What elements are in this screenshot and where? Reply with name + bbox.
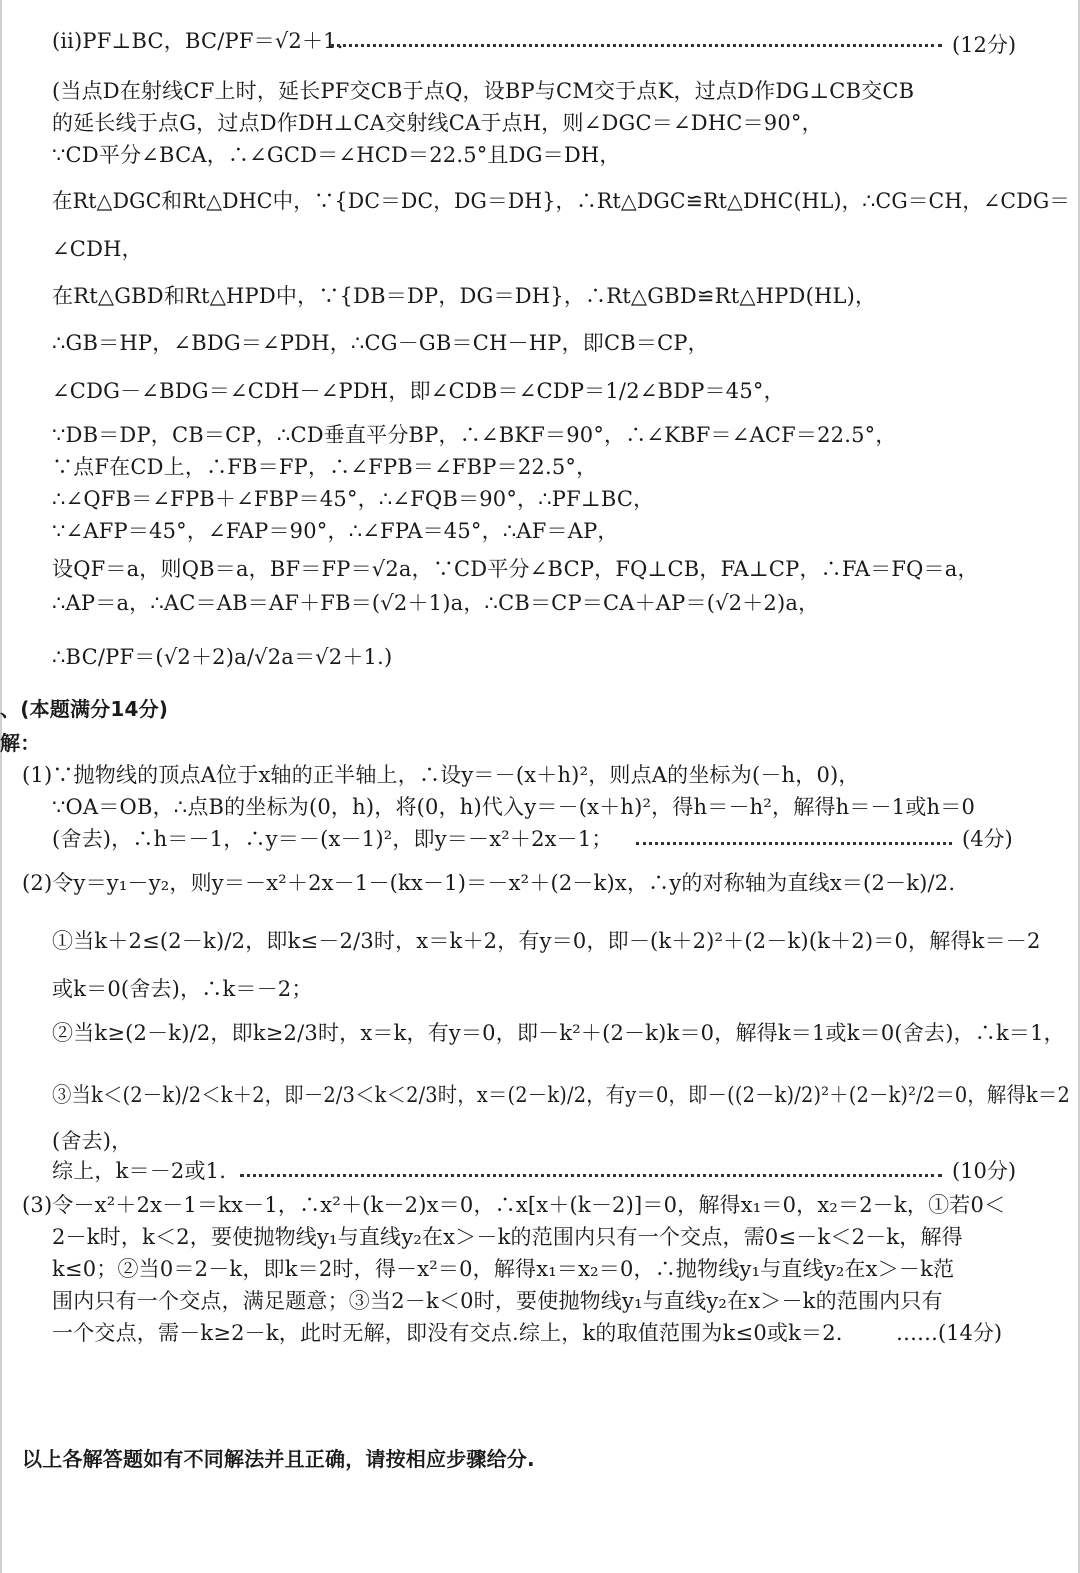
text-line: (ⅱ)PF⊥BC，BC/PF＝√2＋1. <box>52 29 344 53</box>
text-line: 在Rt△GBD和Rt△HPD中，∵{DB＝DP，DG＝DH}，∴Rt△GBD≌Rt△HPD(HL)， <box>52 284 877 308</box>
text-line: 的延长线于点G，过点D作DH⊥CA交射线CA于点H，则∠DGC＝∠DHC＝90°， <box>52 111 823 135</box>
dot-leader <box>636 842 952 845</box>
text-line: ∵点F在CD上，∴FB＝FP，∴∠FPB＝∠FBP＝22.5°， <box>52 455 598 479</box>
score-mark: (10分) <box>952 1159 1017 1183</box>
text-line: k≤0；②当0＝2－k，即k＝2时，得－x²＝0，解得x₁＝x₂＝0，∴抛物线y₁与直线y₂在x＞－k范 <box>52 1257 955 1281</box>
score-mark: (4分) <box>962 827 1013 851</box>
text-line: ∵DB＝DP，CB＝CP，∴CD垂直平分BP，∴∠BKF＝90°，∴∠KBF＝∠ACF＝22.5°， <box>52 423 897 447</box>
footer-note: 以上各解答题如有不同解法并且正确，请按相应步骤给分. <box>22 1447 535 1471</box>
text-line: 或k＝0(舍去)，∴k＝－2； <box>52 977 313 1001</box>
text-line: 围内只有一个交点，满足题意；③当2－k＜0时，要使抛物线y₁与直线y₂在x＞－k的范围内只有 <box>52 1289 943 1313</box>
score-mark: ……(14分) <box>896 1321 1003 1345</box>
text-line: ∵OA＝OB，∴点B的坐标为(0，h)，将(0，h)代入y＝－(x＋h)²，得h＝－h²，解得h＝－1或h＝0 <box>52 795 976 819</box>
text-line: (舍去)， <box>52 1129 133 1153</box>
score-mark: (12分) <box>952 33 1017 57</box>
text-line: ∵∠AFP＝45°，∠FAP＝90°，∴∠FPA＝45°，∴AF＝AP， <box>52 519 619 543</box>
text-line: ∴GB＝HP，∠BDG＝∠PDH，∴CG－GB＝CH－HP，即CB＝CP， <box>52 331 709 355</box>
text-line: ③当k＜(2－k)/2＜k＋2，即－2/3＜k＜2/3时，x＝(2－k)/2，有y＝0，即－((2－k)/2)²＋(2－k)²/2＝0，解得k＝2 <box>52 1083 1070 1107</box>
text-line: ∠CDH， <box>52 237 143 261</box>
text-line: ∠CDG－∠BDG＝∠CDH－∠PDH，即∠CDB＝∠CDP＝1/2∠BDP＝45°， <box>52 379 785 403</box>
page-left-edge <box>0 0 2 1573</box>
text-line: ∴AP＝a，∴AC＝AB＝AF＋FB＝(√2＋1)a，∴CB＝CP＝CA＋AP＝(√2＋2)a， <box>52 591 820 615</box>
text-line: 一个交点，需－k≥2－k，此时无解，即没有交点.综上，k的取值范围为k≤0或k＝2. <box>52 1321 843 1345</box>
text-line: ∵CD平分∠BCA，∴∠GCD＝∠HCD＝22.5°且DG＝DH， <box>52 143 621 167</box>
dot-leader <box>330 44 942 47</box>
text-line: (3)令－x²＋2x－1＝kx－1，∴x²＋(k－2)x＝0，∴x[x＋(k－2)]＝0，解得x₁＝0，x₂＝2－k，①若0＜ <box>22 1193 1006 1217</box>
text-line: (2)令y＝y₁－y₂，则y＝－x²＋2x－1－(kx－1)＝－x²＋(2－k)x，∴y的对称轴为直线x＝(2－k)/2. <box>22 871 956 895</box>
dot-leader <box>240 1174 942 1177</box>
text-line: ∴BC/PF＝(√2＋2)a/√2a＝√2＋1.) <box>52 645 393 669</box>
text-line: (1)∵抛物线的顶点A位于x轴的正半轴上，∴设y＝－(x＋h)²，则点A的坐标为(－h，0)， <box>22 763 860 787</box>
text-line: ②当k≥(2－k)/2，即k≥2/3时，x＝k，有y＝0，即－k²＋(2－k)k＝0，解得k＝1或k＝0(舍去)，∴k＝1， <box>52 1021 1065 1045</box>
section-heading: 、(本题满分14分) <box>0 697 169 721</box>
text-line: ①当k＋2≤(2－k)/2，即k≤－2/3时，x＝k＋2，有y＝0，即－(k＋2)²＋(2－k)(k＋2)＝0，解得k＝－2 <box>52 929 1041 953</box>
section-solution-label: 解： <box>0 731 41 755</box>
text-line: (舍去)，∴h＝－1，∴y＝－(x－1)²，即y＝－x²＋2x－1； <box>52 827 613 851</box>
text-line: 2－k时，k＜2，要使抛物线y₁与直线y₂在x＞－k的范围内只有一个交点，需0≤－k＜2－k，解得 <box>52 1225 963 1249</box>
text-line: (当点D在射线CF上时，延长PF交CB于点Q，设BP与CM交于点K，过点D作DG⊥CB交CB <box>52 79 915 103</box>
text-line: 在Rt△DGC和Rt△DHC中，∵{DC＝DC，DG＝DH}，∴Rt△DGC≌Rt△DHC(HL)，∴CG＝CH，∠CDG＝ <box>52 189 1071 213</box>
text-line: 综上，k＝－2或1. <box>52 1159 227 1183</box>
text-line: 设QF＝a，则QB＝a，BF＝FP＝√2a，∵CD平分∠BCP，FQ⊥CB，FA⊥CP，∴FA＝FQ＝a， <box>52 557 979 581</box>
text-line: ∴∠QFB＝∠FPB＋∠FBP＝45°，∴∠FQB＝90°，∴PF⊥BC， <box>52 487 655 511</box>
